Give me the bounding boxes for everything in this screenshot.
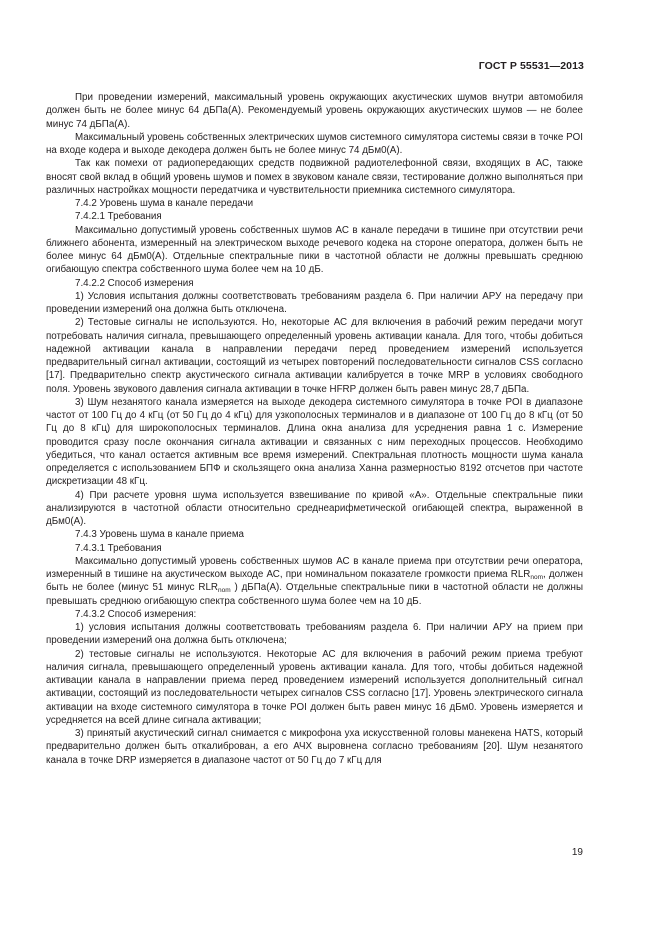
document-code-header: ГОСТ Р 55531—2013: [478, 60, 584, 72]
list-item: 3) Шум незанятого канала измеряется на выходе декодера системного симулятора в точке POI в диапазоне частот от 100 Гц до 4 кГц (от 50 Гц до 4 кГц) для узкополосных терминалов и в диапазоне от 100 Гц до 8 кГц (от 50 Гц до 8 кГц) для широкополосных терминалов. Длина окна анализа для усреднения равна 1 с. Измерение проводится сразу после окончания сигнала активации и связанных с ним переходных процессов. Необходимо убедиться, что канал остается активным все время измерений. Спектральная плотность мощности шума канала определяется с использованием БПФ и скользящего окна анализа Ханна размерностью 8192 отсчетов при частоте дискретизации 48 кГц.: [46, 396, 583, 488]
subscript: nom: [217, 587, 231, 595]
section-heading: 7.4.2.2 Способ измерения: [75, 277, 194, 289]
paragraph: Так как помехи от радиопередающих средств подвижной радиотелефонной связи, входящих в АС, также вносят свой вклад в общий уровень шумов и помех в звуковом канале связи, тестирование должно выполняться при различных настройках мощности передатчика и чувствительности приемника системного симулятора.: [46, 158, 583, 196]
page-number: 19: [571, 847, 583, 858]
section-heading: 7.4.3 Уровень шума в канале приема: [75, 529, 245, 541]
paragraph: Максимально допустимый уровень собственных шумов АС в канале передачи в тишине при отсутствии речи ближнего абонента, измеренный на электрическом выходе речевого кодека на стороне оператора, должен быть не более минус 64 дБм0(А). Отдельные спектральные пики в частотной области не должны превышать среднюю огибающую спектра собственного шума более чем на 10 дБ.: [46, 224, 583, 276]
list-item: 2) Тестовые сигналы не используются. Но, некоторые АС для включения в рабочий режим передачи могут потребовать наличия сигнала, превышающего определенный уровень активации канала. Для того, чтобы добиться надежной активации канала в направлении передачи перед проведением измерений используется предварительный сигнал активации, состоящий из четырех повторений последовательности сигналов CSS согласно [17]. Предварительно спектр акустического сигнала активации калибруется в точке MRP в условиях свободного поля. Уровень звукового давления сигнала активации в точке HFRP должен быть равен минус 28,7 дБПа.: [46, 317, 583, 395]
list-item: 1) условия испытания должны соответствовать требованиям раздела 6. При наличии АРУ на прием при проведении измерений она должна быть отключена;: [46, 622, 583, 647]
section-heading: 7.4.3.1 Требования: [75, 542, 162, 554]
list-item: 4) При расчете уровня шума используется взвешивание по кривой «А». Отдельные спектральные пики анализируются в частотной области относительно среднеарифметической огибающей спектра, выраженной в дБм0(А).: [46, 489, 583, 527]
list-item: 1) Условия испытания должны соответствовать требованиям раздела 6. При наличии АРУ на передачу при проведении измерений она должна быть отключена.: [46, 290, 583, 315]
section-heading: 7.4.3.2 Способ измерения:: [75, 608, 197, 620]
paragraph: Максимальный уровень собственных электрических шумов системного симулятора системы связи в точке POI на входе кодера и выходе декодера должен быть не более минус 74 дБм0(А).: [46, 131, 583, 156]
text-run: ) дБПа(А). Отдельные спектральные пики в частотной области не должны превышать среднюю огибающую спектра собственного шума более чем на 10 дБ.: [46, 582, 584, 607]
list-item: 3) принятый акустический сигнал снимается с микрофона уха искусственной головы манекена HATS, который предварительно должен быть откалиброван, а его АЧХ выровнена согласно требованиям [20]. Шум незанятого канала в точке DRP измеряется в диапазоне частот от 50 Гц до 7 кГц для: [46, 728, 583, 766]
text-run: , должен быть не более (минус 51 минус RLR: [46, 569, 583, 594]
list-item: 2) тестовые сигналы не используются. Некоторые АС для включения в рабочий режим приема требуют наличия сигнала, превышающего определенный уровень активации канала. Для того, чтобы добиться надежной активации канала в направлении приема перед проведением измерений используется дополнительный сигнал активации, состоящий из последовательности четырех сигналов CSS согласно [17]. Уровень электрического сигнала активации на входе системного симулятора в точке POI должен быть равен минус 16 дБм0. Уровень измеряется и усредняется на всей длине сигнала активации;: [46, 648, 583, 726]
paragraph-rlr: [46, 555, 583, 608]
section-heading: 7.4.2.1 Требования: [75, 211, 162, 223]
section-heading: 7.4.2 Уровень шума в канале передачи: [75, 198, 254, 209]
paragraph: При проведении измерений, максимальный уровень окружающих акустических шумов внутри автомобиля должен быть не более минус 64 дБПа(А). Рекомендуемый уровень окружающих акустических шумов — не более минус 74 дБПа(А).: [46, 92, 583, 130]
page-body: [46, 91, 583, 767]
subscript: nom: [530, 574, 544, 581]
text-run: Максимально допустимый уровень собственных шумов АС в канале приема при отсутствии речи оператора, измеренный в тишине на акустическом выходе АС, при номинальном показателе громкости приема RLR: [46, 555, 583, 580]
